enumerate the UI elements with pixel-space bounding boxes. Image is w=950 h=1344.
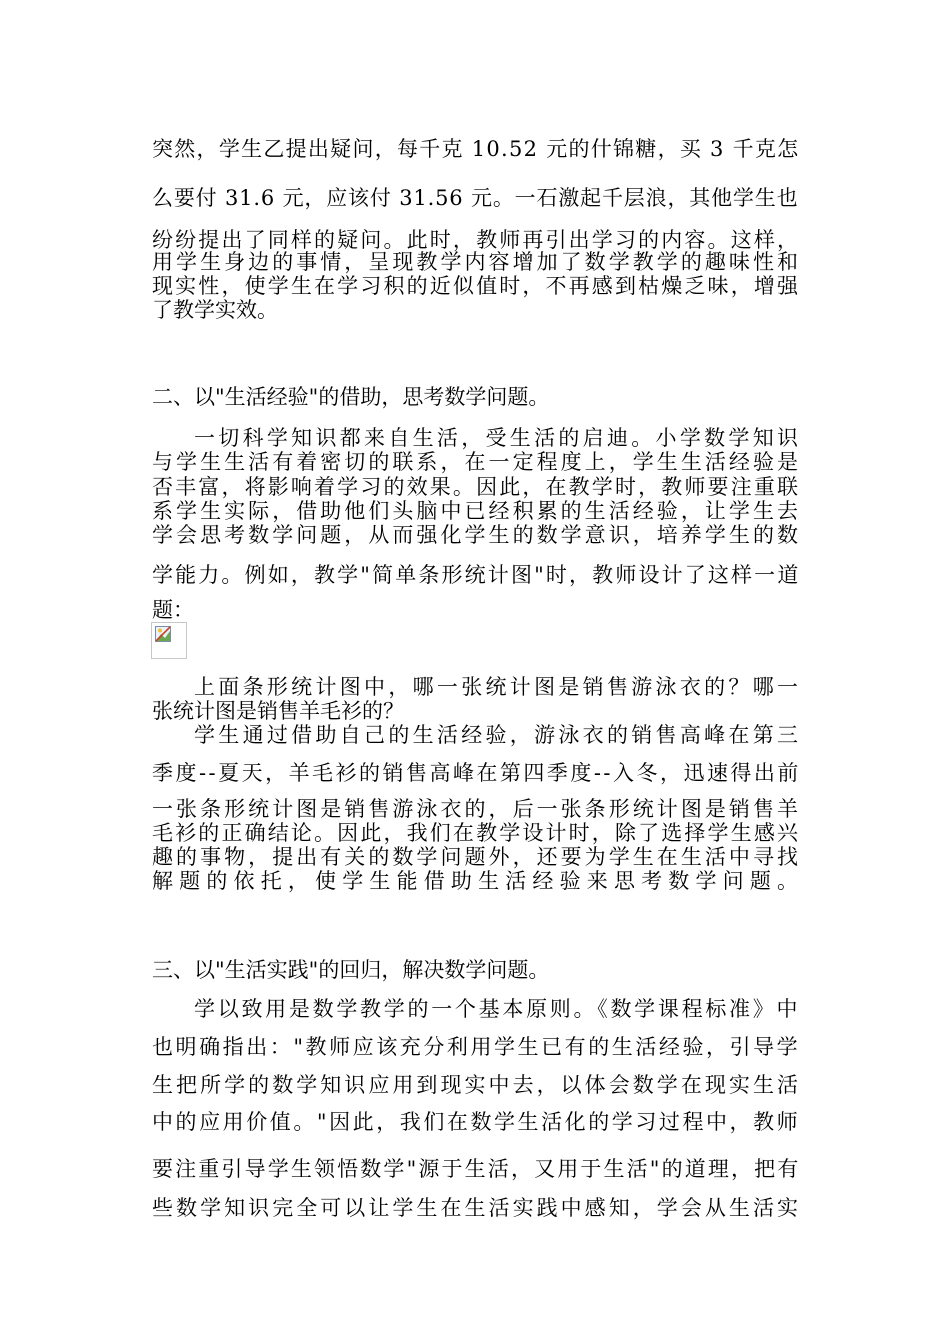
text-line: 用学生身边的事情，呈现教学内容增加了数学教学的趣味性和 <box>152 250 802 274</box>
text-line: 学会思考数学问题，从而强化学生的数学意识，培养学生的数 <box>152 523 802 547</box>
text-line: 了教学实效。 <box>152 298 278 322</box>
text-line: 学生通过借助自己的生活经验，游泳衣的销售高峰在第三 <box>194 723 802 747</box>
text-line: 一张条形统计图是销售游泳衣的，后一张条形统计图是销售羊 <box>152 797 802 821</box>
text-line: 趣的事物，提出有关的数学问题外，还要为学生在生活中寻找 <box>152 845 802 869</box>
text-line: 也明确指出："教师应该充分利用学生已有的生活经验，引导学 <box>152 1035 801 1059</box>
text-line: 季度--夏天，羊毛衫的销售高峰在第四季度--入冬，迅速得出前 <box>152 761 801 785</box>
text-line: 中的应用价值。"因此，我们在数学生活化的学习过程中，教师 <box>152 1110 801 1134</box>
text-line: 纷纷提出了同样的疑问。此时，教师再引出学习的内容。这样， <box>152 228 801 252</box>
text-line: 张统计图是销售羊毛衫的？ <box>152 699 404 723</box>
text-line: 生把所学的数学知识应用到现实中去，以体会数学在现实生活 <box>152 1073 802 1097</box>
text-line: 么要付 31.6 元，应该付 31.56 元。一石激起千层浪，其他学生也 <box>152 186 799 210</box>
section-heading-3: 三、以"生活实践"的回归，解决数学问题。 <box>152 958 550 982</box>
text-line: 否丰富，将影响着学习的效果。因此，在教学时，教师要注重联 <box>152 475 801 499</box>
text-line: 题： <box>152 598 194 622</box>
text-line: 上面条形统计图中，哪一张统计图是销售游泳衣的？哪一 <box>194 675 802 699</box>
broken-image-icon <box>151 622 187 659</box>
text-line: 学能力。例如，教学"简单条形统计图"时，教师设计了这样一道 <box>152 563 801 587</box>
text-line: 现实性，使学生在学习积的近似值时，不再感到枯燥乏味，增强 <box>152 274 801 298</box>
text-line: 要注重引导学生领悟数学"源于生活，又用于生活"的道理，把有 <box>152 1157 801 1181</box>
image-placeholder-icon <box>155 626 171 642</box>
text-line: 些数学知识完全可以让学生在生活实践中感知，学会从生活实 <box>152 1196 802 1220</box>
section-heading-2: 二、以"生活经验"的借助，思考数学问题。 <box>152 385 550 409</box>
text-line: 突然，学生乙提出疑问，每千克 10.52 元的什锦糖，买 3 千克怎 <box>152 137 800 161</box>
text-line: 系学生实际，借助他们头脑中已经积累的生活经验，让学生去 <box>152 499 802 523</box>
text-line: 一切科学知识都来自生活，受生活的启迪。小学数学知识 <box>194 426 802 450</box>
text-line: 与学生生活有着密切的联系，在一定程度上，学生生活经验是 <box>152 450 802 474</box>
text-line: 毛衫的正确结论。因此，我们在教学设计时，除了选择学生感兴 <box>152 821 801 845</box>
text-line: 解题的依托，使学生能借助生活经验来思考数学问题。 <box>152 869 805 893</box>
text-line: 学以致用是数学教学的一个基本原则。《数学课程标准》中 <box>194 997 801 1021</box>
